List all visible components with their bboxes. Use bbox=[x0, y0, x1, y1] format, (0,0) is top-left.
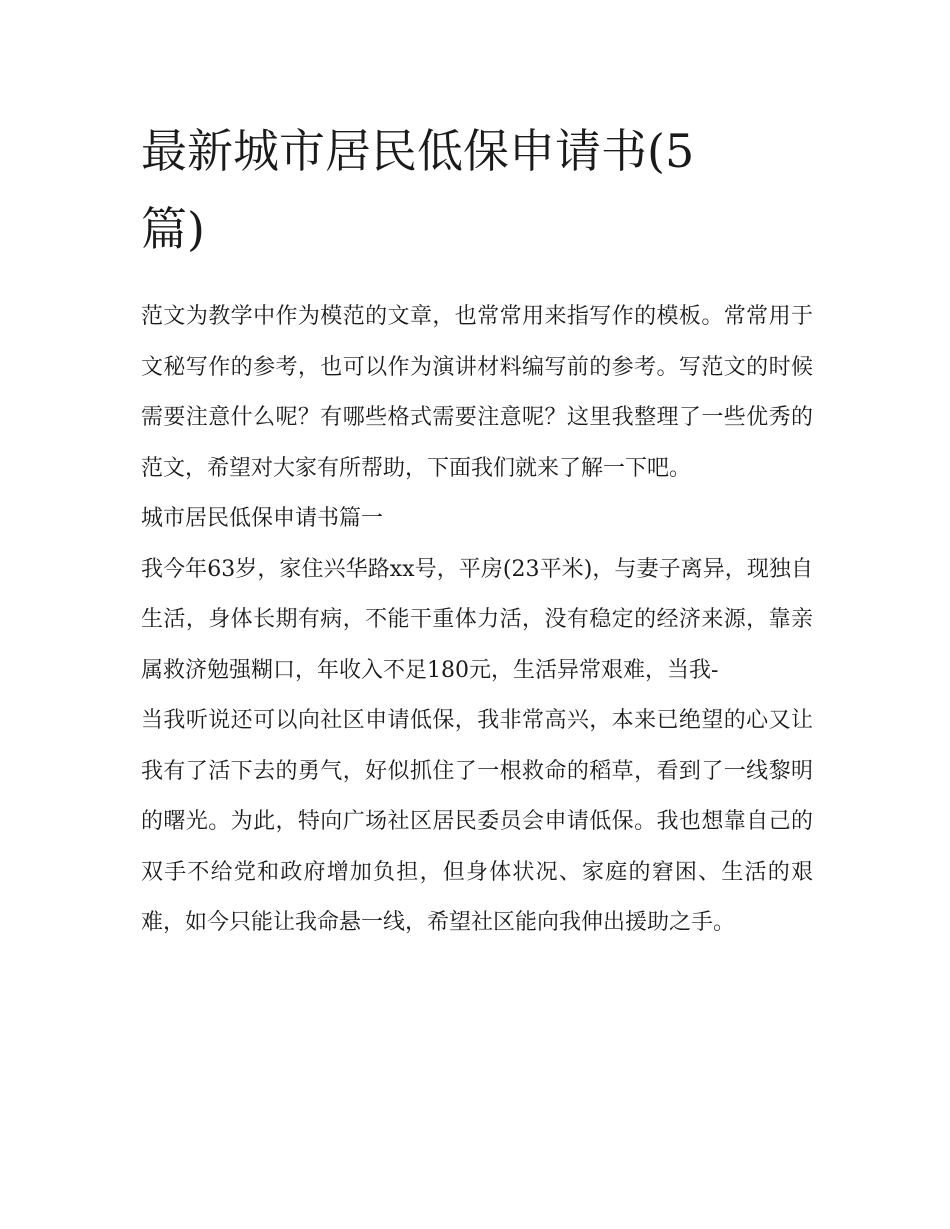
section-heading: 城市居民低保申请书篇一 bbox=[141, 506, 384, 531]
body-paragraph: 我今年63岁，家住兴华路xx号，平房(23平米)，与妻子离异，现独自生活，身体长期有病，不能干重体力活，没有稳定的经济来源，靠亲属救济勉强糊口，年收入不足180元，生活异常艰难，当我- bbox=[141, 556, 813, 683]
body-paragraph: 当我听说还可以向社区申请低保，我非常高兴，本来已绝望的心又让我有了活下去的勇气，好似抓住了一根救命的稻草，看到了一线黎明的曙光。为此，特向广场社区居民委员会申请低保。我也想靠自己的双手不给党和政府增加负担，但身体状况、家庭的窘困、生活的艰难，如今只能让我命悬一线，希望社区能向我伸出援助之手。 bbox=[141, 708, 813, 935]
intro-paragraph: 范文为教学中作为模范的文章，也常常用来指写作的模板。常常用于文秘写作的参考，也可以作为演讲材料编写前的参考。写范文的时候需要注意什么呢？有哪些格式需要注意呢？这里我整理了一些优秀的范文，希望对大家有所帮助，下面我们就来了解一下吧。 bbox=[141, 304, 813, 481]
document-title: 最新城市居民低保申请书(5篇) bbox=[141, 124, 695, 256]
document-page bbox=[141, 112, 813, 949]
